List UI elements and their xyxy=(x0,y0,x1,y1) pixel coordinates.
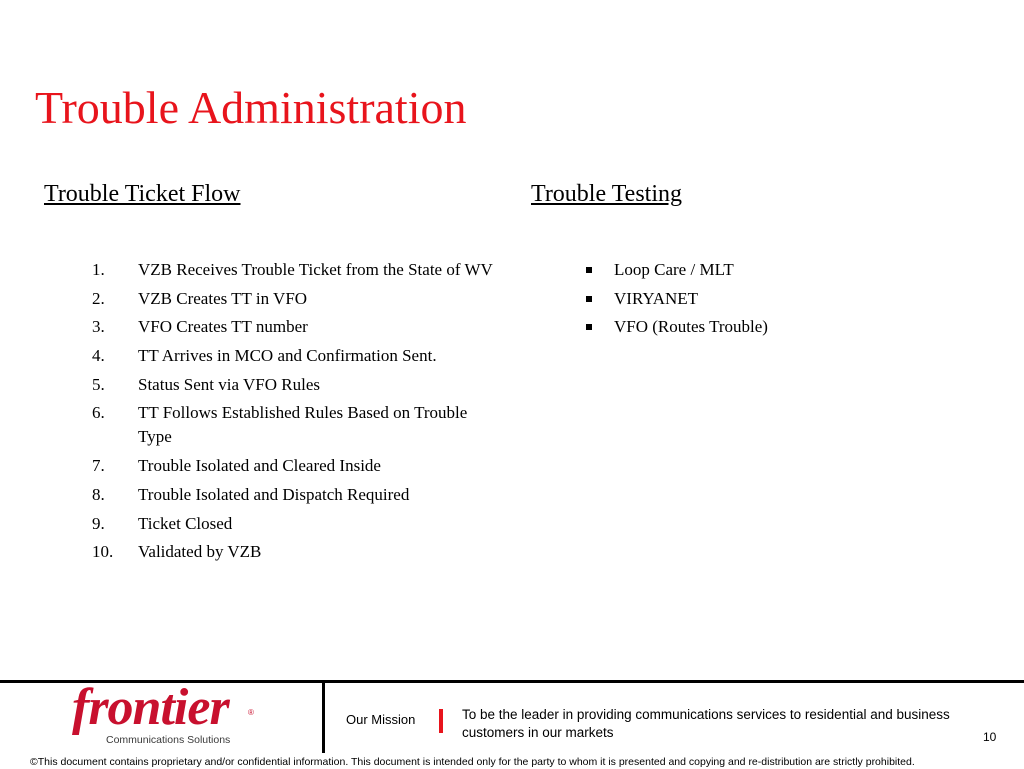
mission-separator xyxy=(439,709,443,733)
trouble-ticket-flow-heading: Trouble Ticket Flow xyxy=(44,181,241,207)
list-item xyxy=(92,287,502,311)
square-bullet-icon xyxy=(586,267,592,273)
list-item-text: TT Arrives in MCO and Confirmation Sent. xyxy=(138,346,437,366)
list-item xyxy=(92,483,502,507)
list-item-text: VFO Creates TT number xyxy=(138,317,308,337)
list-item xyxy=(92,344,502,368)
list-item xyxy=(92,315,502,339)
mission-statement: To be the leader in providing communications services to residential and business customers in our markets xyxy=(462,707,950,740)
logo-subtitle: Communications Solutions xyxy=(106,734,231,746)
list-item-text: Ticket Closed xyxy=(138,513,233,533)
list-item-text: Loop Care / MLT xyxy=(614,260,734,279)
list-item-text: Validated by VZB xyxy=(138,542,262,562)
page-number: 10 xyxy=(983,730,997,744)
list-number: 1. xyxy=(92,260,105,279)
square-bullet-icon xyxy=(586,324,592,330)
mission-label: Our Mission xyxy=(346,712,416,727)
list-item-text: Trouble Isolated and Cleared Inside xyxy=(138,456,381,476)
list-item-text: VFO (Routes Trouble) xyxy=(614,317,768,337)
footer-vertical-divider xyxy=(322,683,325,753)
list-item-text: VZB Creates TT in VFO xyxy=(138,288,308,308)
list-item xyxy=(583,315,983,339)
list-item-text: Trouble Isolated and Dispatch Required xyxy=(138,484,410,504)
registered-mark: ® xyxy=(248,708,254,717)
list-number: 8. xyxy=(92,484,105,504)
trouble-testing-heading: Trouble Testing xyxy=(531,181,683,207)
ticket-flow-list xyxy=(92,258,502,569)
list-number: 9. xyxy=(92,513,105,533)
list-item xyxy=(583,287,983,311)
list-number: 2. xyxy=(92,288,105,308)
list-item-text: VIRYANET xyxy=(614,288,699,308)
list-number: 6. xyxy=(92,403,105,423)
list-item-text: Status Sent via VFO Rules xyxy=(138,374,320,394)
list-number: 4. xyxy=(92,346,105,366)
list-item xyxy=(92,401,502,449)
list-item xyxy=(92,540,502,564)
list-item xyxy=(92,454,502,478)
list-item xyxy=(92,258,502,282)
logo-wordmark: frontier xyxy=(72,679,229,736)
trouble-testing-list xyxy=(583,258,983,344)
list-item xyxy=(92,373,502,397)
confidentiality-disclaimer: ©This document contains proprietary and/or confidential information. This document is intended only for the party to whom it is presented and copying and re-distribution are strictly prohibited. xyxy=(30,756,915,768)
square-bullet-icon xyxy=(586,296,592,302)
list-item xyxy=(92,512,502,536)
list-item-text: TT Follows Established Rules Based on Trouble Type xyxy=(138,403,468,447)
list-number: 7. xyxy=(92,456,105,476)
list-number: 10. xyxy=(92,542,114,562)
list-item xyxy=(583,258,983,282)
list-item-text: VZB Receives Trouble Ticket from the State of WV xyxy=(138,260,493,279)
slide-title: Trouble Administration xyxy=(35,82,467,133)
list-number: 3. xyxy=(92,317,105,337)
list-number: 5. xyxy=(92,374,105,394)
frontier-logo xyxy=(72,679,262,750)
